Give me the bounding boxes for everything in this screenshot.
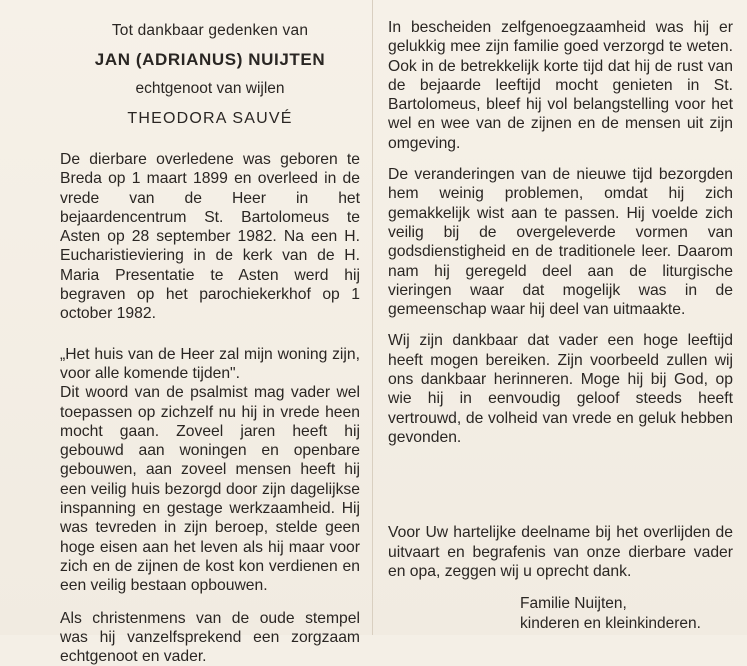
signature bbox=[388, 594, 733, 634]
signature-line-1: Familie Nuijten, bbox=[520, 595, 627, 613]
psalm-quote: „Het huis van de Heer zal mijn woning zijn, voor alle komende tijden". bbox=[60, 345, 360, 382]
family-paragraph: In bescheiden zelfgenoegzaamheid was hij er gelukkig mee zijn familie goed verzorgd te weten. Ook in de betrekkelijk korte tijd dat hij de rust van de bejaarde leeftijd mocht genieten in St. Bartolomeus, bleef hij vol belangstelling voor het wel en wee van de zijnen en de mensen uit zijn omgeving. bbox=[388, 19, 733, 152]
biography-paragraph: De dierbare overledene was geboren te Breda op 1 maart 1899 en overleed in de vrede van de Heer in het bejaardencentrum St. Bartolomeus te Asten op 28 september 1982. Na een H. Eucharistieviering in de kerk van de H. Maria Presentatie te Asten werd hij begraven op het parochiekerkhof op 1 october 1982. bbox=[60, 151, 360, 323]
left-column bbox=[60, 0, 360, 666]
gratitude-paragraph: Wij zijn dankbaar dat vader een hoge leeftijd heeft mogen bereiken. Zijn voorbeeld zullen wij ons dankbaar herinneren. Moge hij bij God, op wie hij in eenvoudig geloof steeds heeft vertrouwd, de volheid van vrede en geluk hebben gevonden. bbox=[388, 332, 733, 446]
signature-line-2: kinderen en kleinkinderen. bbox=[520, 615, 701, 633]
intro-line: Tot dankbaar gedenken van bbox=[111, 22, 309, 39]
spouse-name: THEODORA SAUVÉ bbox=[127, 110, 293, 127]
fold-divider bbox=[372, 0, 373, 635]
reflection-paragraph: Dit woord van de psalmist mag vader wel toepassen op zichzelf nu hij in vrede heen mocht gaan. Zoveel jaren heeft hij gebouwd aan woningen en openbare gebouwen, aan zoveel mensen heeft hij een veilig huis bezorgd door zijn dagelijkse inspanning en gestage werkzaamheid. Hij was tevreden in zijn beroep, stelde geen hoge eisen aan het leven als hij maar voor zich en de zijnen de kost kon verdienen en een veilig bestaan opbouwen. bbox=[60, 384, 360, 595]
character-paragraph: Als christenmens van de oude stempel was hij vanzelfsprekend een zorgzaam echtgenoot en vader. bbox=[60, 609, 360, 666]
deceased-name: JAN (ADRIANUS) NUIJTEN bbox=[94, 50, 326, 69]
thanks-paragraph: Voor Uw hartelijke deelname bij het overlijden de uitvaart en begrafenis van onze dierbare vader en opa, zeggen wij u oprecht dank. bbox=[388, 524, 733, 580]
right-column bbox=[388, 0, 733, 634]
faith-paragraph: De veranderingen van de nieuwe tijd bezorgden hem weinig problemen, omdat hij zich gemakkelijk wist aan te passen. Hij voelde zich veilig bij de overgeleverde vormen van godsdienstigheid en de traditionele leer. Daarom nam hij geregeld deel aan de liturgische vieringen waar dat mogelijk was in de gemeenschap waar hij deel van uitmaakte. bbox=[388, 166, 733, 319]
spouse-label: echtgenoot van wijlen bbox=[135, 80, 285, 97]
